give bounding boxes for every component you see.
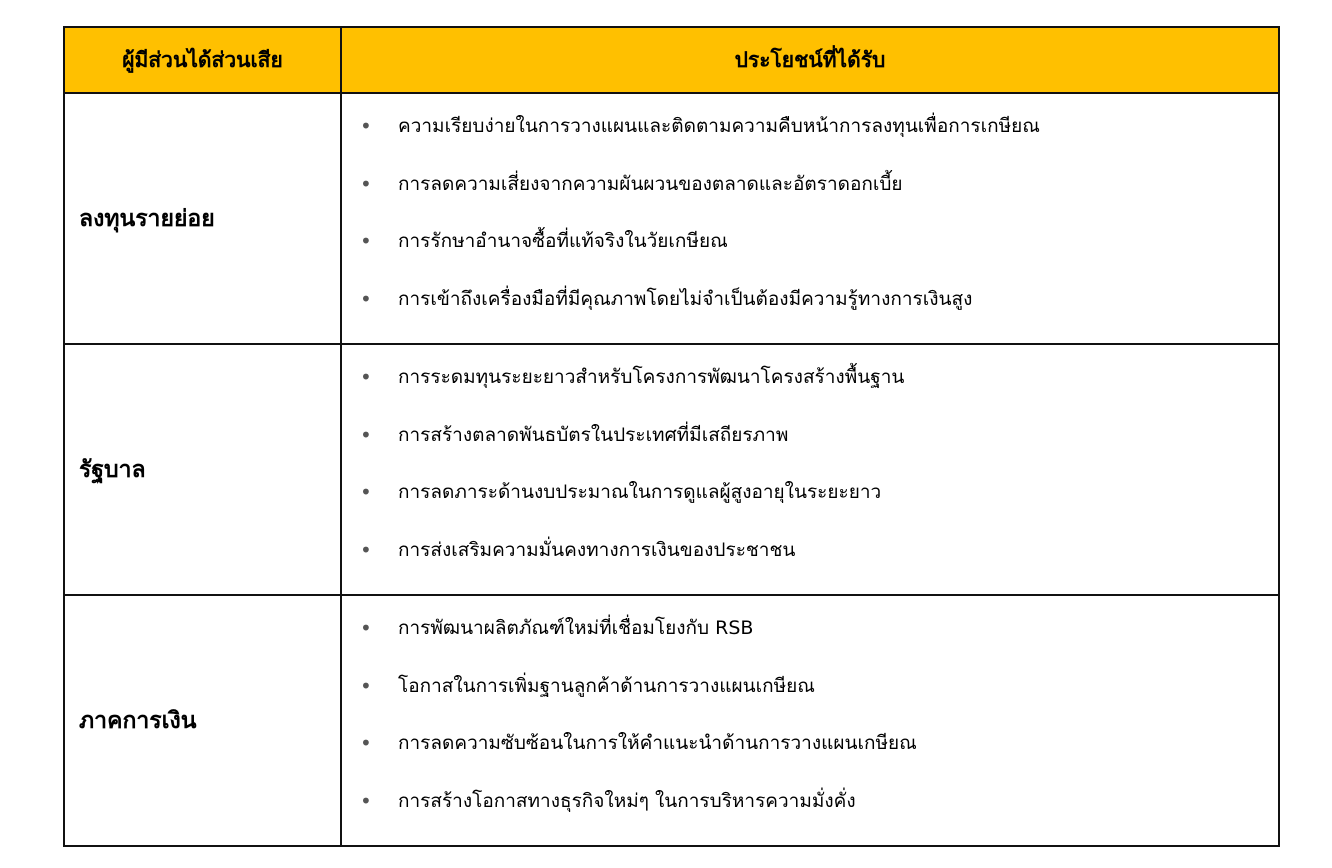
- benefit-text: การสร้างตลาดพันธบัตรในประเทศที่มีเสถียรภาพ: [398, 423, 789, 446]
- bullet-icon: •: [360, 673, 372, 698]
- header-stakeholder: ผู้มีส่วนได้ส่วนเสีย: [64, 27, 341, 93]
- list-item: [342, 730, 1278, 788]
- benefit-text: การเข้าถึงเครื่องมือที่มีคุณภาพโดยไม่จำเป็นต้องมีความรู้ทางการเงินสูง: [398, 287, 973, 310]
- list-item: [342, 113, 1278, 171]
- table-row: [64, 93, 1279, 344]
- benefit-text: การลดภาระด้านงบประมาณในการดูแลผู้สูงอายุในระยะยาว: [398, 481, 882, 503]
- table-row: [64, 344, 1279, 595]
- stakeholder-cell: รัฐบาล: [64, 344, 341, 595]
- benefit-text: การรักษาอำนาจซื้อที่แท้จริงในวัยเกษียณ: [398, 230, 728, 252]
- benefit-list: [342, 113, 1278, 343]
- benefits-cell: [341, 344, 1279, 595]
- bullet-icon: •: [360, 480, 372, 504]
- list-item: [342, 422, 1278, 480]
- table-header: [64, 27, 1279, 93]
- list-item: [342, 171, 1278, 229]
- list-item: [342, 479, 1278, 537]
- bullet-icon: •: [360, 537, 372, 562]
- benefit-text: การระดมทุนระยะยาวสำหรับโครงการพัฒนาโครงสร้างพื้นฐาน: [398, 366, 905, 388]
- benefit-list: [342, 364, 1278, 594]
- benefits-cell: [341, 93, 1279, 344]
- benefit-text: การลดความซับซ้อนในการให้คำแนะนำด้านการวางแผนเกษียณ: [398, 732, 917, 754]
- table-body: [64, 93, 1279, 846]
- header-row: [64, 27, 1279, 93]
- table-row: [64, 595, 1279, 846]
- bullet-icon: •: [360, 731, 372, 755]
- bullet-icon: •: [360, 229, 372, 253]
- benefit-text: การส่งเสริมความมั่นคงทางการเงินของประชาชน: [398, 538, 796, 561]
- bullet-icon: •: [360, 422, 372, 447]
- bullet-icon: •: [360, 286, 372, 311]
- list-item: [342, 788, 1278, 846]
- bullet-icon: •: [360, 788, 372, 813]
- benefit-text: การพัฒนาผลิตภัณฑ์ใหม่ที่เชื่อมโยงกับ RSB: [398, 617, 754, 639]
- benefit-list: [342, 615, 1278, 845]
- bullet-icon: •: [360, 616, 372, 640]
- list-item: [342, 228, 1278, 286]
- stakeholder-cell: ภาคการเงิน: [64, 595, 341, 846]
- benefit-text: ความเรียบง่ายในการวางแผนและติดตามความคืบหน้าการลงทุนเพื่อการเกษียณ: [398, 115, 1040, 137]
- stakeholder-benefits-table: [63, 26, 1280, 847]
- list-item: [342, 286, 1278, 344]
- bullet-icon: •: [360, 171, 372, 196]
- bullet-icon: •: [360, 114, 372, 138]
- benefit-text: โอกาสในการเพิ่มฐานลูกค้าด้านการวางแผนเกษียณ: [398, 674, 815, 697]
- list-item: [342, 364, 1278, 422]
- list-item: [342, 673, 1278, 731]
- list-item: [342, 537, 1278, 595]
- header-benefits: ประโยชน์ที่ได้รับ: [341, 27, 1279, 93]
- benefit-text: การลดความเสี่ยงจากความผันผวนของตลาดและอัตราดอกเบี้ย: [398, 172, 903, 195]
- benefit-text: การสร้างโอกาสทางธุรกิจใหม่ๆ ในการบริหารความมั่งคั่ง: [398, 789, 856, 812]
- list-item: [342, 615, 1278, 673]
- bullet-icon: •: [360, 365, 372, 389]
- stakeholder-cell: ลงทุนรายย่อย: [64, 93, 341, 344]
- benefits-cell: [341, 595, 1279, 846]
